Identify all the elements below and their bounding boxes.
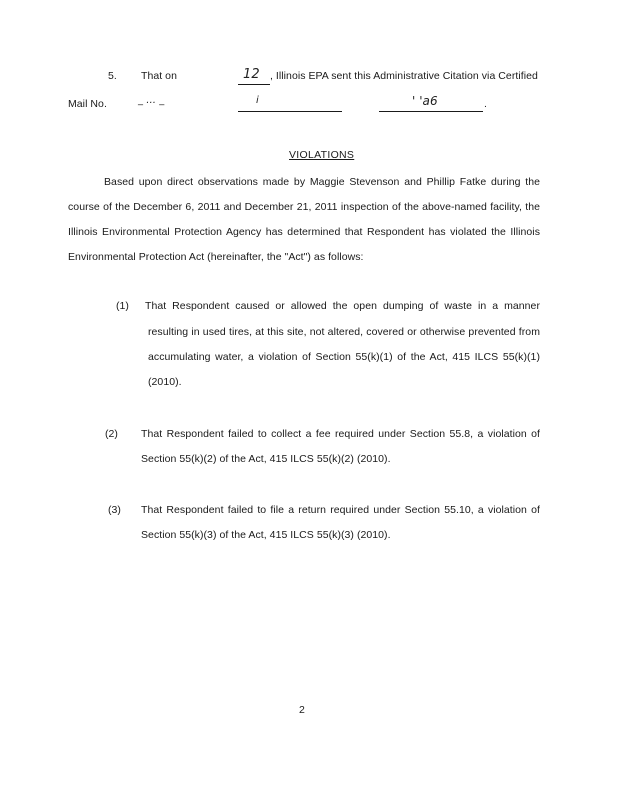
- intro-line-4: Environmental Protection Act (hereinafter, the "Act") as follows:: [68, 251, 364, 263]
- violation-2-line-1: That Respondent failed to collect a fee required under Section 55.8, a violation of: [141, 428, 540, 440]
- paragraph-5-tail: , Illinois EPA sent this Administrative Citation via Certified: [270, 70, 538, 82]
- paragraph-5-lead: That on: [141, 70, 177, 82]
- violation-2-line-2: Section 55(k)(2) of the Act, 415 ILCS 55(k)(2) (2010).: [141, 453, 391, 465]
- paragraph-5-number: 5.: [108, 70, 117, 82]
- intro-line-2: course of the December 6, 2011 and December 21, 2011 inspection of the above-named facility, the: [68, 201, 540, 213]
- handwritten-mail-b: i: [256, 95, 259, 106]
- page-number: 2: [299, 704, 305, 716]
- handwritten-mail-a: _ ... _: [138, 95, 165, 106]
- violation-1-line-3: accumulating water, a violation of Section 55(k)(1) of the Act, 415 ILCS 55(k)(1): [148, 351, 540, 363]
- violation-1-line-1: That Respondent caused or allowed the open dumping of waste in a manner: [145, 300, 540, 312]
- violation-3-line-2: Section 55(k)(3) of the Act, 415 ILCS 55(k)(3) (2010).: [141, 529, 391, 541]
- violation-2-number: (2): [105, 428, 118, 440]
- handwritten-date: 12: [243, 67, 260, 82]
- intro-line-1: Based upon direct observations made by Maggie Stevenson and Phillip Fatke during the: [104, 176, 540, 188]
- mail-period: .: [484, 98, 487, 110]
- violation-1-line-4: (2010).: [148, 376, 182, 388]
- violation-1-number: (1): [116, 300, 129, 312]
- mail-label: Mail No.: [68, 98, 107, 110]
- handwritten-mail-c: ' 'a6: [412, 94, 438, 108]
- violation-1-line-2: resulting in used tires, at this site, not altered, covered or otherwise prevented from: [148, 326, 540, 338]
- mail-number-blank-2: [379, 111, 483, 112]
- mail-number-blank-1: [238, 111, 342, 112]
- intro-line-3: Illinois Environmental Protection Agency has determined that Respondent has violated the Illinois: [68, 226, 540, 238]
- violations-heading: VIOLATIONS: [289, 149, 355, 161]
- date-blank: [238, 84, 270, 85]
- violation-3-line-1: That Respondent failed to file a return required under Section 55.10, a violation of: [141, 504, 540, 516]
- violation-3-number: (3): [108, 504, 121, 516]
